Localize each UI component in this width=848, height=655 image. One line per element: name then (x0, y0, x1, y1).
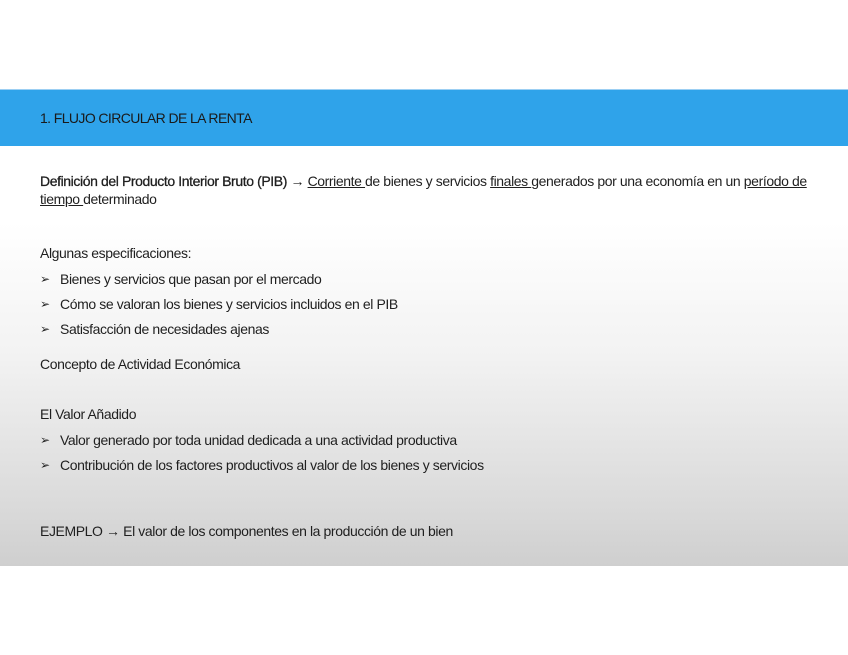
definition-block (40, 172, 810, 208)
list-item (40, 266, 398, 291)
definition-text-3: determinado (83, 191, 157, 207)
slide-title: 1. FLUJO CIRCULAR DE LA RENTA (40, 110, 252, 126)
arrow-bullet-icon: ➢ (40, 296, 50, 311)
example-line: EJEMPLO → El valor de los componentes en la producción de un bien (40, 523, 453, 539)
title-bar (0, 89, 848, 146)
arrow-bullet-icon: ➢ (40, 457, 50, 472)
definition-text-2: generados por una economía en un (531, 173, 744, 189)
list-item-text: Bienes y servicios que pasan por el mercado (60, 270, 322, 287)
list-item (40, 427, 484, 452)
arrow-bullet-icon: ➢ (40, 432, 50, 447)
list-item-text: Satisfacción de necesidades ajenas (60, 320, 269, 337)
added-value-block (40, 402, 484, 477)
specifications-heading: Algunas especificaciones: (40, 245, 192, 261)
arrow-bullet-icon: ➢ (40, 271, 50, 286)
definition-text-1: de bienes y servicios (365, 173, 491, 189)
concept-line: Concepto de Actividad Económica (40, 356, 241, 372)
specifications-block (40, 241, 398, 341)
list-item-text: Cómo se valoran los bienes y servicios incluidos en el PIB (60, 295, 398, 312)
list-item (40, 452, 484, 477)
list-item-text: Valor generado por toda unidad dedicada a una actividad productiva (60, 431, 457, 448)
definition-arrow: → (286, 173, 308, 189)
underlined-corriente: Corriente (307, 173, 366, 189)
list-item (40, 316, 398, 341)
underlined-periodo: período de tiempo (40, 173, 807, 207)
definition-label: Definición del Producto Interior Bruto (PIB) (40, 173, 287, 189)
slide (0, 89, 848, 566)
list-item (40, 291, 398, 316)
arrow-bullet-icon: ➢ (40, 321, 50, 336)
definition-paragraph (40, 172, 810, 208)
underlined-finales: finales (490, 173, 532, 189)
added-value-heading: El Valor Añadido (40, 406, 137, 422)
list-item-text: Contribución de los factores productivos al valor de los bienes y servicios (60, 456, 484, 473)
